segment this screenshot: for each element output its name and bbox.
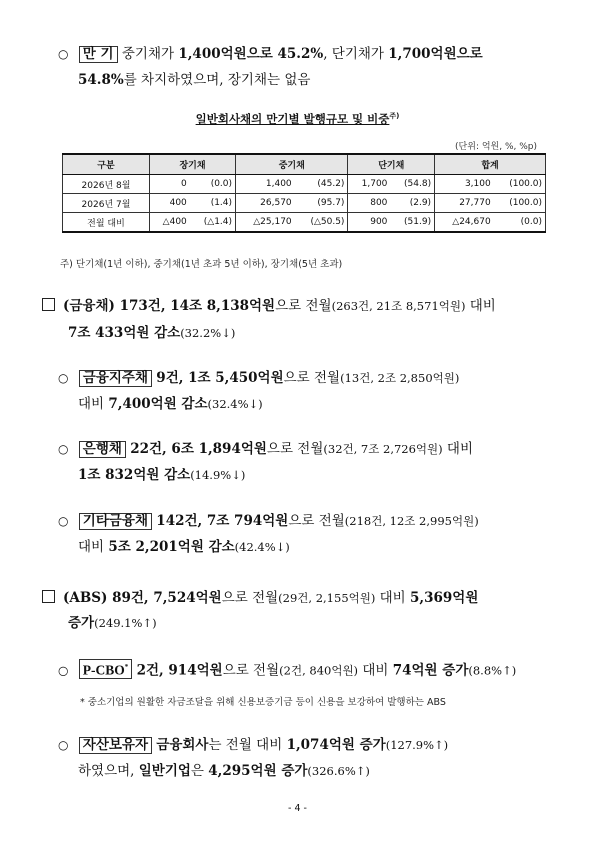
asset-line-2: [78, 762, 370, 780]
table-title-note: 주): [389, 112, 400, 121]
holding-pct: (32.4%↓): [207, 397, 263, 411]
cell: (100.0): [494, 194, 546, 213]
pcbo-line-1: [58, 659, 516, 680]
fin-text: 으로 전월: [275, 298, 332, 314]
abs-line-2: [68, 614, 157, 632]
bullet-circle: ○: [58, 442, 69, 456]
maturity-label-box: 만 기: [79, 46, 118, 63]
cell: 26,570: [236, 194, 295, 213]
fin-value: (금융채) 173건, 14조 8,138억원: [63, 298, 276, 314]
cell: 27,770: [435, 194, 494, 213]
holding-change: 7,400억원 감소: [108, 396, 208, 412]
asset-pct-2: (326.6%↑): [307, 764, 370, 778]
bank-line-1: [58, 440, 473, 458]
table-row: [63, 194, 546, 213]
pcbo-value: 2건, 914억원: [136, 662, 223, 679]
cell: 1,400: [236, 175, 295, 194]
asset-label-box: 자산보유자: [79, 737, 152, 754]
other-text: 으로 전월: [288, 513, 345, 529]
fin-prev: (263건, 21조 8,571억원): [331, 299, 466, 313]
cell: (△1.4): [190, 213, 236, 233]
bank-text2: 대비: [442, 441, 474, 457]
pcbo-pct: (8.8%↑): [468, 663, 517, 678]
pcbo-text2: 대비: [358, 662, 393, 679]
bank-value: 22건, 6조 1,894억원: [130, 441, 267, 457]
bullet-circle: ○: [58, 514, 69, 528]
other-label-box: 기타금융채: [79, 513, 152, 530]
cell: △400: [150, 213, 190, 233]
maturity-table: [62, 153, 546, 233]
cell: 400: [150, 194, 190, 213]
holding-text: 으로 전월: [283, 370, 341, 386]
bullet-circle: ○: [58, 47, 69, 61]
asset-pct-1: (127.9%↑): [385, 738, 449, 752]
asset-general-company: 일반기업: [138, 763, 191, 779]
intro-text-b: , 단기채가: [323, 46, 384, 62]
intro-line-2: [78, 71, 310, 89]
table-title-text: 일반회사채의 만기별 발행규모 및 비중: [195, 112, 390, 126]
asset-text: 는 전월 대비: [208, 737, 287, 753]
fin-pct: (32.2%↓): [180, 326, 236, 340]
holding-text2: 대비: [78, 396, 109, 412]
cell: (△50.5): [295, 213, 348, 233]
cell: 900: [348, 213, 390, 233]
row-label: 2026년 8월: [63, 175, 150, 194]
cell: (45.2): [295, 175, 348, 194]
cell: (1.4): [190, 194, 236, 213]
header-short-term: 단기채: [348, 154, 435, 175]
holding-line-1: [58, 369, 459, 387]
other-prev: (218건, 12조 2,995억원): [344, 514, 479, 528]
abs-prev: (29건, 2,155억원): [278, 591, 376, 605]
bank-prev: (32건, 7조 2,726억원): [323, 442, 443, 456]
pcbo-prev: (2건, 840억원): [279, 663, 359, 678]
cell: (0.0): [494, 213, 546, 233]
fin-line-1: [42, 297, 496, 315]
cell: 0: [150, 175, 190, 194]
asset-line-1: [58, 736, 448, 754]
row-label: 전월 대비: [63, 213, 150, 233]
other-line-2: [78, 538, 290, 556]
fin-change: 7조 433억원 감소: [68, 325, 181, 341]
table-header-row: [63, 154, 546, 175]
fin-text2: 대비: [465, 298, 496, 314]
bullet-circle: ○: [58, 738, 69, 752]
other-pct: (42.4%↓): [234, 540, 290, 554]
pcbo-label-box: [79, 659, 133, 679]
table-row: [63, 175, 546, 194]
holding-prev: (13건, 2조 2,850억원): [340, 371, 460, 385]
bullet-square: [42, 298, 55, 311]
asset-fin-company: 금융회사: [156, 737, 209, 753]
row-label: 2026년 7월: [63, 194, 150, 213]
table-title: [0, 111, 595, 127]
abs-text: 으로 전월: [221, 590, 279, 606]
asset-change-1: 1,074억원 증가: [286, 737, 386, 753]
holding-line-2: [78, 395, 263, 413]
table-footnote: 주) 단기채(1년 이하), 중기채(1년 초과 5년 이하), 장기채(5년 초과): [60, 259, 343, 270]
intro-line2-value: 54.8%: [78, 72, 124, 88]
cell: 800: [348, 194, 390, 213]
fin-line-2: [68, 324, 235, 342]
pcbo-label: P-CBO: [82, 662, 125, 678]
cell: (0.0): [190, 175, 236, 194]
table-row: [63, 213, 546, 233]
bank-pct: (14.9%↓): [190, 468, 246, 482]
asset-text3: 은: [190, 763, 209, 779]
cell: (51.9): [390, 213, 434, 233]
table-unit: (단위: 억원, %, %p): [455, 142, 537, 152]
cell: △25,170: [236, 213, 295, 233]
header-long-term: 장기채: [150, 154, 236, 175]
cell: (100.0): [494, 175, 546, 194]
holding-value: 9건, 1조 5,450억원: [156, 370, 284, 386]
intro-value-b: 1,700억원으로: [388, 46, 483, 62]
pcbo-note: * 중소기업의 원활한 자금조달을 위해 신용보증기금 등이 신용을 보강하여 발행하는 ABS: [80, 697, 446, 708]
other-line-1: [58, 512, 479, 530]
pcbo-text: 으로 전월: [222, 662, 280, 679]
abs-change-value: 5,369억원: [410, 590, 479, 606]
pcbo-label-sup: *: [124, 663, 129, 671]
abs-text2: 대비: [375, 590, 411, 606]
cell: 1,700: [348, 175, 390, 194]
cell: (54.8): [390, 175, 434, 194]
cell: 3,100: [435, 175, 494, 194]
intro-line-1: [58, 45, 483, 63]
bullet-square: [42, 590, 55, 603]
bank-text: 으로 전월: [266, 441, 324, 457]
cell: (95.7): [295, 194, 348, 213]
abs-line-1: [42, 589, 478, 607]
intro-text-a: 중기채가: [121, 46, 175, 62]
page-number: - 4 -: [288, 803, 307, 814]
cell: △24,670: [435, 213, 494, 233]
intro-value-a: 1,400억원으로 45.2%: [178, 46, 324, 62]
holding-label-box: 금융지주채: [79, 370, 152, 387]
header-mid-term: 중기채: [236, 154, 348, 175]
bullet-circle: ○: [58, 663, 69, 678]
cell: (2.9): [390, 194, 434, 213]
other-change: 5조 2,201억원 감소: [108, 539, 235, 555]
abs-value: (ABS) 89건, 7,524억원: [63, 590, 222, 606]
abs-change: 증가: [68, 615, 95, 631]
pcbo-change: 74억원 증가: [392, 662, 469, 679]
intro-line2-text: 를 차지하였으며, 장기채는 없음: [123, 72, 311, 88]
abs-pct: (249.1%↑): [94, 616, 157, 630]
bank-line-2: [78, 466, 245, 484]
asset-text2: 하였으며,: [78, 763, 139, 779]
bullet-circle: ○: [58, 371, 69, 385]
header-category: 구분: [63, 154, 150, 175]
bank-label-box: 은행채: [79, 441, 126, 458]
header-total: 합계: [435, 154, 546, 175]
other-text2: 대비: [78, 539, 109, 555]
other-value: 142건, 7조 794억원: [156, 513, 289, 529]
asset-change-2: 4,295억원 증가: [208, 763, 308, 779]
bank-change: 1조 832억원 감소: [78, 467, 191, 483]
